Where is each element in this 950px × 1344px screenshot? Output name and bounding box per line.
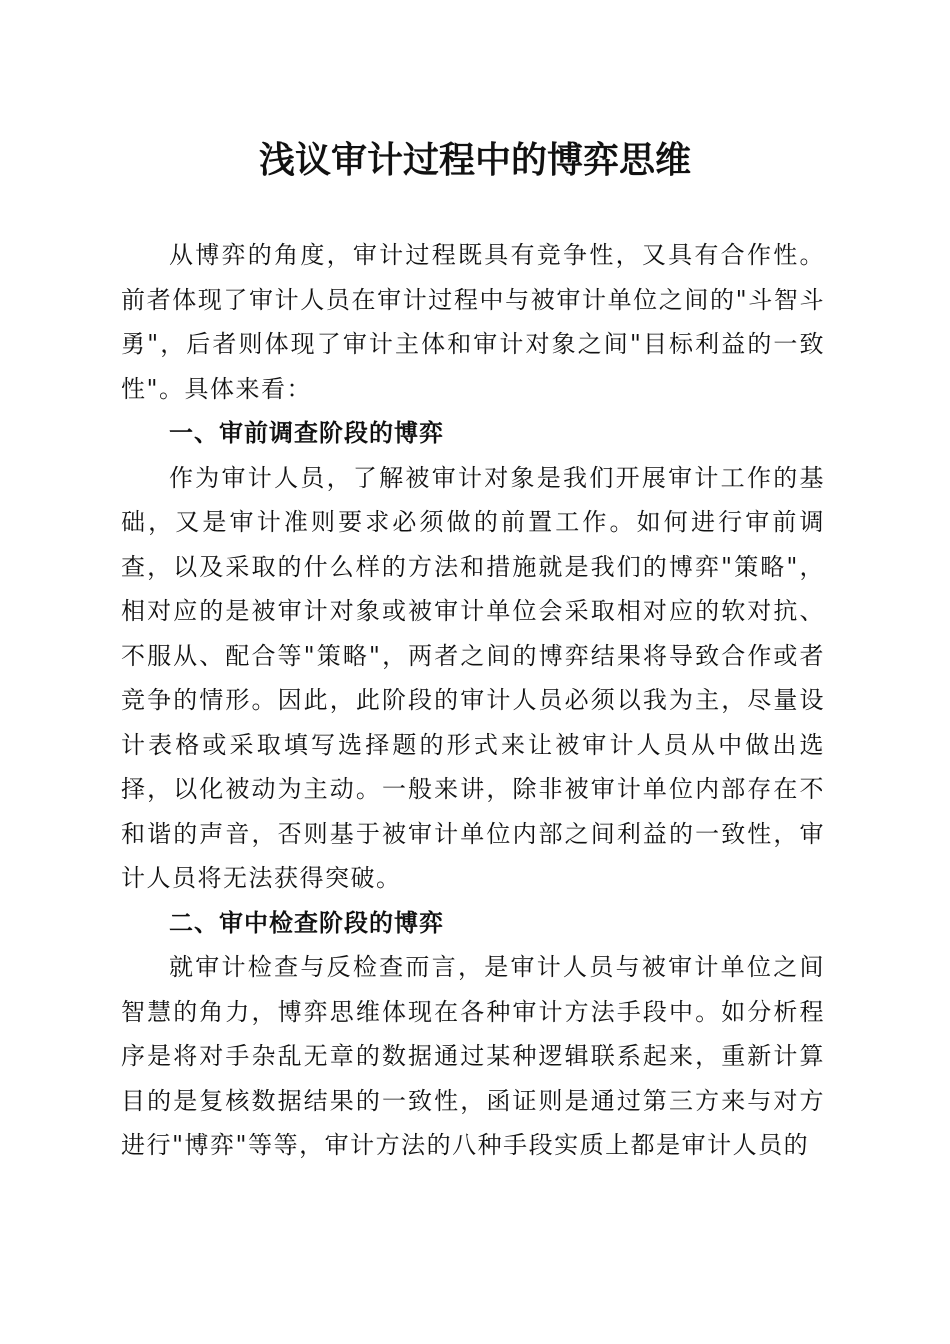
document-body (121, 233, 825, 1168)
intro-paragraph: 从博弈的角度，审计过程既具有竞争性，又具有合作性。前者体现了审计人员在审计过程中与被审计单位之间的"斗智斗勇"，后者则体现了审计主体和审计对象之间"目标利益的一致性"。具体来看： (121, 241, 825, 403)
section-heading-pre-audit: 一、审前调查阶段的博弈 (169, 419, 444, 447)
section-paragraph-in-audit: 就审计检查与反检查而言，是审计人员与被审计单位之间智慧的角力，博弈思维体现在各种审计方法手段中。如分析程序是将对手杂乱无章的数据通过某种逻辑联系起来，重新计算目的是复核数据结果的一致性，函证则是通过第三方来与对方进行"博弈"等等，审计方法的八种手段实质上都是审计人员的 (121, 953, 825, 1159)
section-heading-in-audit: 二、审中检查阶段的博弈 (169, 908, 444, 937)
section-paragraph-pre-audit: 作为审计人员，了解被审计对象是我们开展审计工作的基础，又是审计准则要求必须做的前置工作。如何进行审前调查，以及采取的什么样的方法和措施就是我们的博弈"策略"，相对应的是被审计对象或被审计单位会采取相对应的软对抗、不服从、配合等"策略"，两者之间的博弈结果将导致合作或者竞争的情形。因此，此阶段的审计人员必须以我为主，尽量设计表格或采取填写选择题的形式来让被审计人员从中做出选择，以化被动为主动。一般来讲，除非被审计单位内部存在不和谐的声音，否则基于被审计单位内部之间利益的一致性，审计人员将无法获得突破。 (121, 463, 825, 892)
document-title: 浅议审计过程中的博弈思维 (258, 139, 691, 181)
